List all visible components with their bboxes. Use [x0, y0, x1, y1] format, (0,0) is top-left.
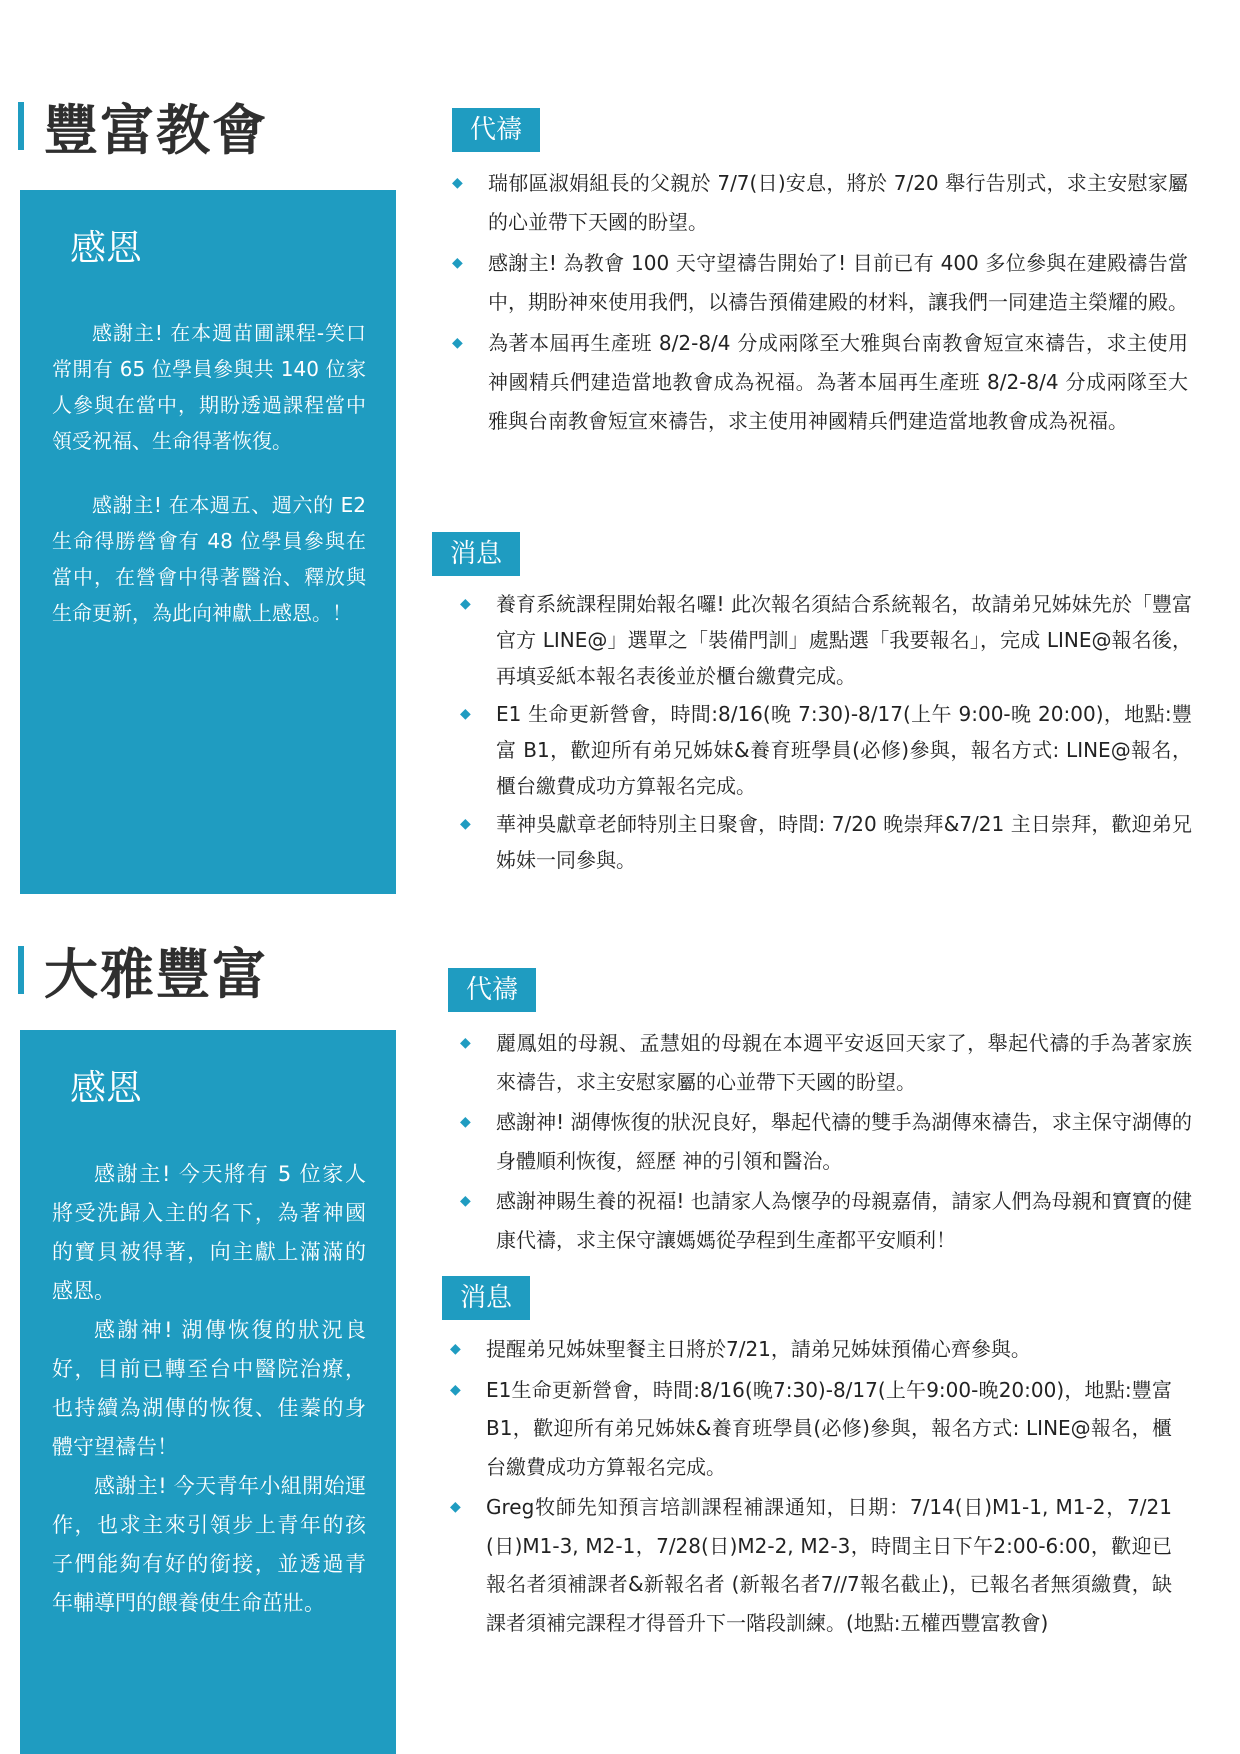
- list-item-text: 感謝主! 為教會 100 天守望禱告開始了! 目前已有 400 多位參與在建殿禱告當中，期盼神來使用我們，以禱告預備建殿的材料，讓我們一同建造主榮耀的殿。: [488, 251, 1188, 314]
- church-title: [18, 940, 268, 1006]
- church-title-text: 豐富教會: [44, 98, 268, 162]
- list-item-text: 提醒弟兄姊妹聖餐主日將於7/21，請弟兄姊妹預備心齊參與。: [486, 1337, 1031, 1361]
- prayer-list: [448, 164, 1188, 443]
- list-item: [446, 1330, 1172, 1369]
- title-accent-bar: [18, 102, 24, 150]
- diamond-bullet-icon: ◆: [460, 1035, 471, 1051]
- list-item: [446, 1488, 1172, 1642]
- diamond-bullet-icon: ◆: [450, 1341, 461, 1357]
- thanks-paragraph: 感謝主! 在本週五、週六的 E2 生命得勝營會有 48 位學員參與在當中，在營會中得著醫治、釋放與生命更新，為此向神獻上感恩。！: [52, 493, 366, 625]
- thanks-heading: 感恩: [70, 1068, 143, 1109]
- list-item-text: E1 生命更新營會，時間:8/16(晚 7:30)-8/17(上午 9:00-晚 20:00)，地點:豐富 B1，歡迎所有弟兄姊妹&養育班學員(必修)參與，報名方式: LINE@報名，櫃台繳費成功方算報名完成。: [496, 702, 1192, 798]
- prayer-tag: 代禱: [452, 108, 540, 152]
- diamond-bullet-icon: ◆: [460, 1114, 471, 1130]
- news-tag: 消息: [442, 1276, 530, 1320]
- list-item-text: 養育系統課程開始報名囉! 此次報名須結合系統報名，故請弟兄姊妹先於「豐富官方 LINE@」選單之「裝備門訓」處點選「我要報名」，完成 LINE@報名後，再填妥紙本報名表後並於櫃台繳費完成。: [496, 592, 1192, 688]
- thanks-paragraph: 感謝主! 在本週苗圃課程-笑口常開有 65 位學員參與共 140 位家人參與在當中，期盼透過課程當中領受祝福、生命得著恢復。: [52, 321, 366, 453]
- list-item: [446, 1371, 1172, 1487]
- diamond-bullet-icon: ◆: [450, 1381, 461, 1398]
- news-list: [456, 586, 1192, 880]
- list-item: [456, 1103, 1192, 1180]
- list-item: [456, 1024, 1192, 1101]
- list-item: [448, 324, 1188, 441]
- list-item: [456, 806, 1192, 878]
- thanks-panel: [20, 1030, 396, 1754]
- list-item-text: 感謝神! 湖傳恢復的狀況良好，舉起代禱的雙手為湖傳來禱告，求主保守湖傳的身體順利恢復，經歷 神的引領和醫治。: [496, 1110, 1192, 1173]
- list-item-text: 華神吳獻章老師特別主日聚會，時間: 7/20 晚崇拜&7/21 主日崇拜，歡迎弟兄姊妹一同參與。: [496, 812, 1192, 872]
- church-section-daya: [0, 930, 1240, 1754]
- thanks-panel: [20, 190, 396, 894]
- list-item-text: E1生命更新營會，時間:8/16(晚7:30)-8/17(上午9:00-晚20:00)，地點:豐富B1，歡迎所有弟兄姊妹&養育班學員(必修)參與，報名方式: LINE@報名，櫃台繳費成功方算報名完成。: [486, 1377, 1172, 1479]
- thanks-paragraph: 感謝神! 湖傳恢復的狀況良好，目前已轉至台中醫院治療，也持續為湖傳的恢復、佳蓁的身體守望禱告！: [52, 1318, 366, 1459]
- prayer-list: [456, 1024, 1192, 1261]
- diamond-bullet-icon: ◆: [452, 255, 463, 271]
- diamond-bullet-icon: ◆: [452, 335, 463, 351]
- diamond-bullet-icon: ◆: [452, 175, 463, 191]
- diamond-bullet-icon: ◆: [460, 596, 471, 612]
- news-list: [446, 1330, 1172, 1644]
- list-item: [456, 1182, 1192, 1259]
- list-item-text: 為著本屆再生產班 8/2-8/4 分成兩隊至大雅與台南教會短宣來禱告，求主使用神國精兵們建造當地教會成為祝福。為著本屆再生產班 8/2-8/4 分成兩隊至大雅與台南教會短宣來禱告，求主使用神國精兵們建造當地教會成為祝福。: [488, 331, 1188, 433]
- thanks-paragraph: 感謝主! 今天青年小組開始運作，也求主來引領步上青年的孩子們能夠有好的銜接，並透過青年輔導門的餵養使生命茁壯。: [52, 1474, 366, 1615]
- list-item: [456, 696, 1192, 804]
- church-title: [18, 96, 268, 162]
- church-title-text: 大雅豐富: [44, 942, 268, 1006]
- diamond-bullet-icon: ◆: [460, 706, 471, 722]
- title-accent-bar: [18, 946, 24, 994]
- list-item: [456, 586, 1192, 694]
- diamond-bullet-icon: ◆: [460, 1193, 471, 1209]
- prayer-tag: 代禱: [448, 968, 536, 1012]
- thanks-paragraph: 感謝主! 今天將有 5 位家人將受洗歸入主的名下，為著神國的寶貝被得著，向主獻上滿滿的感恩。: [52, 1162, 366, 1303]
- list-item-text: 瑞郁區淑娟組長的父親於 7/7(日)安息，將於 7/20 舉行告別式，求主安慰家屬的心並帶下天國的盼望。: [488, 171, 1188, 234]
- news-tag: 消息: [432, 532, 520, 576]
- list-item: [448, 244, 1188, 322]
- diamond-bullet-icon: ◆: [450, 1499, 461, 1515]
- list-item-text: 感謝神賜生養的祝福! 也請家人為懷孕的母親嘉倩，請家人們為母親和寶寶的健康代禱，求主保守讓媽媽從孕程到生產都平安順利！: [496, 1189, 1192, 1252]
- list-item-text: Greg牧師先知預言培訓課程補課通知，日期：7/14(日)M1-1, M1-2，7/21(日)M1-3, M2-1，7/28(日)M2-2, M2-3，時間主日下午2:00-6:00，歡迎已報名者須補課者&新報名者 (新報名者7//7報名截止)，已報名者無須繳費，缺課者須補完課程才得晉升下一階段訓練。(地點:五權西豐富教會): [486, 1495, 1172, 1635]
- list-item-text: 麗鳳姐的母親、孟慧姐的母親在本週平安返回天家了，舉起代禱的手為著家族來禱告，求主安慰家屬的心並帶下天國的盼望。: [496, 1031, 1192, 1094]
- diamond-bullet-icon: ◆: [460, 816, 471, 832]
- list-item: [448, 164, 1188, 242]
- thanks-heading: 感恩: [70, 228, 143, 269]
